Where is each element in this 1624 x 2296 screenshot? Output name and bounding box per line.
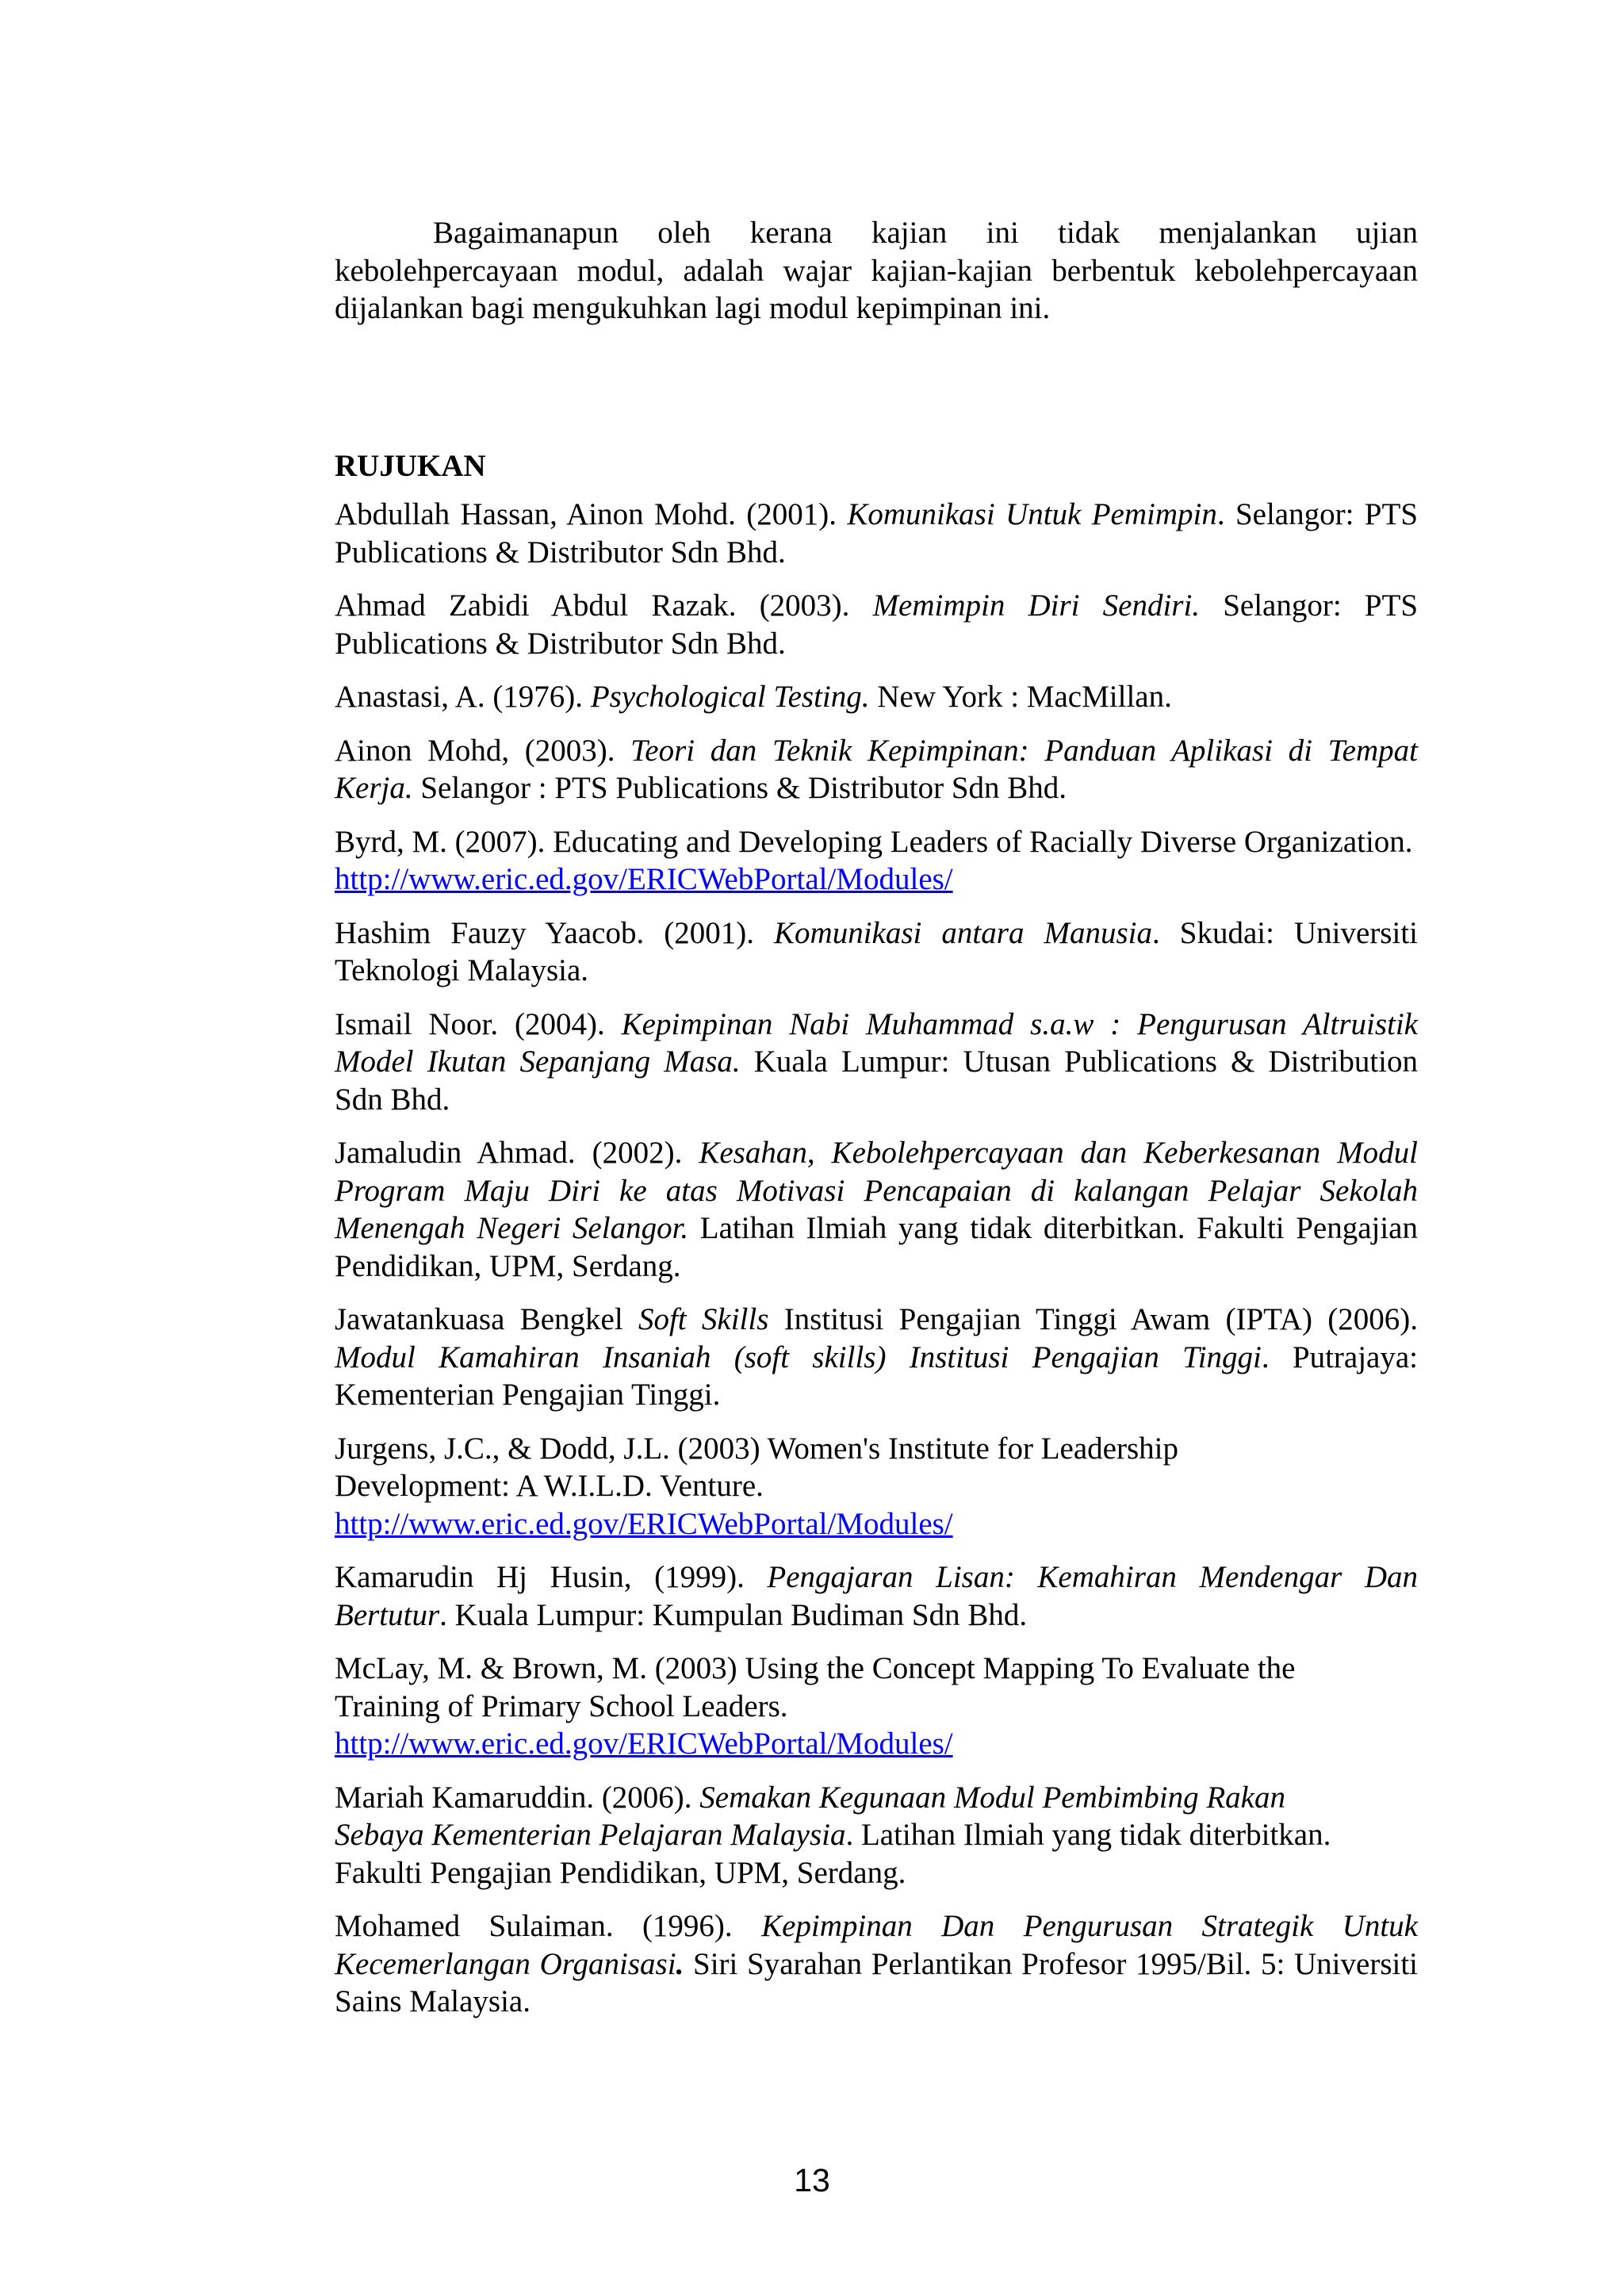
reference-entry: Abdullah Hassan, Ainon Mohd. (2001). Komunikasi Untuk Pemimpin. Selangor: PTS Publications & Distributor Sdn Bhd. [335,497,1419,569]
reference-entry: Hashim Fauzy Yaacob. (2001). Komunikasi antara Manusia. Skudai: Universiti Teknologi Malaysia. [335,915,1418,987]
intro-paragraph: Bagaimanapun oleh kerana kajian ini tidak menjalankan ujian kebolehpercayaan modul, adalah wajar kajian-kajian berbentuk kebolehpercayaan dijalankan bagi mengukuhkan lagi modul kepimpinan ini. [335,216,1418,325]
reference-entry: Byrd, M. (2007). Educating and Developing Leaders of Racially Diverse Organization. http://www.eric.ed.gov/ERICWebPortal/Modules/ [335,824,1413,896]
reference-link[interactable]: http://www.eric.ed.gov/ERICWebPortal/Modules/ [335,1727,953,1761]
reference-entry: Ainon Mohd, (2003). Teori dan Teknik Kepimpinan: Panduan Aplikasi di Tempat Kerja. Selangor : PTS Publications & Distributor Sdn Bhd. [335,733,1418,805]
reference-entry: Jurgens, J.C., & Dodd, J.L. (2003) Women's Institute for Leadership Development: A W.I.L.D. Venture. http://www.eric.ed.gov/ERICWebPortal/Modules/ [335,1431,1178,1541]
reference-entry: Jawatankuasa Bengkel Soft Skills Institusi Pengajian Tinggi Awam (IPTA) (2006). Modul Kamahiran Insaniah (soft skills) Institusi Pengajian Tinggi. Putrajaya: Kementerian Pengajian Tinggi. [335,1302,1418,1412]
reference-entry: Ismail Noor. (2004). Kepimpinan Nabi Muhammad s.a.w : Pengurusan Altruistik Model Ikutan Sepanjang Masa. Kuala Lumpur: Utusan Publications & Distribution Sdn Bhd. [335,1006,1419,1117]
reference-entry: Kamarudin Hj Husin, (1999). Pengajaran Lisan: Kemahiran Mendengar Dan Bertutur. Kuala Lumpur: Kumpulan Budiman Sdn Bhd. [335,1560,1418,1632]
reference-link[interactable]: http://www.eric.ed.gov/ERICWebPortal/Modules/ [335,1506,953,1541]
reference-link[interactable]: http://www.eric.ed.gov/ERICWebPortal/Modules/ [335,862,953,896]
reference-entry: Jamaludin Ahmad. (2002). Kesahan, Kebolehpercayaan dan Keberkesanan Modul Program Maju Diri ke atas Motivasi Pencapaian di kalangan Pelajar Sekolah Menengah Negeri Selangor. Latihan Ilmiah yang tidak diterbitkan. Fakulti Pengajian Pendidikan, UPM, Serdang. [335,1136,1419,1283]
reference-entry: Mariah Kamaruddin. (2006). Semakan Kegunaan Modul Pembimbing Rakan Sebaya Kementerian Pelajaran Malaysia. Latihan Ilmiah yang tidak diterbitkan. Fakulti Pengajian Pendidikan, UPM, Serdang. [335,1780,1331,1890]
reference-entry: Ahmad Zabidi Abdul Razak. (2003). Memimpin Diri Sendiri. Selangor: PTS Publications & Distributor Sdn Bhd. [335,588,1419,661]
reference-entry: McLay, M. & Brown, M. (2003) Using the Concept Mapping To Evaluate the Training of Primary School Leaders. http://www.eric.ed.gov/ERICWebPortal/Modules/ [335,1651,1296,1761]
references-heading: RUJUKAN [335,448,486,483]
reference-entry: Anastasi, A. (1976). Psychological Testing. New York : MacMillan. [335,680,1172,714]
reference-entry: Mohamed Sulaiman. (1996). Kepimpinan Dan Pengurusan Strategik Untuk Kecemerlangan Organisasi. Siri Syarahan Perlantikan Profesor 1995/Bil. 5: Universiti Sains Malaysia. [335,1909,1419,2018]
page-number: 13 [794,2162,830,2198]
document-body [335,214,1418,2021]
